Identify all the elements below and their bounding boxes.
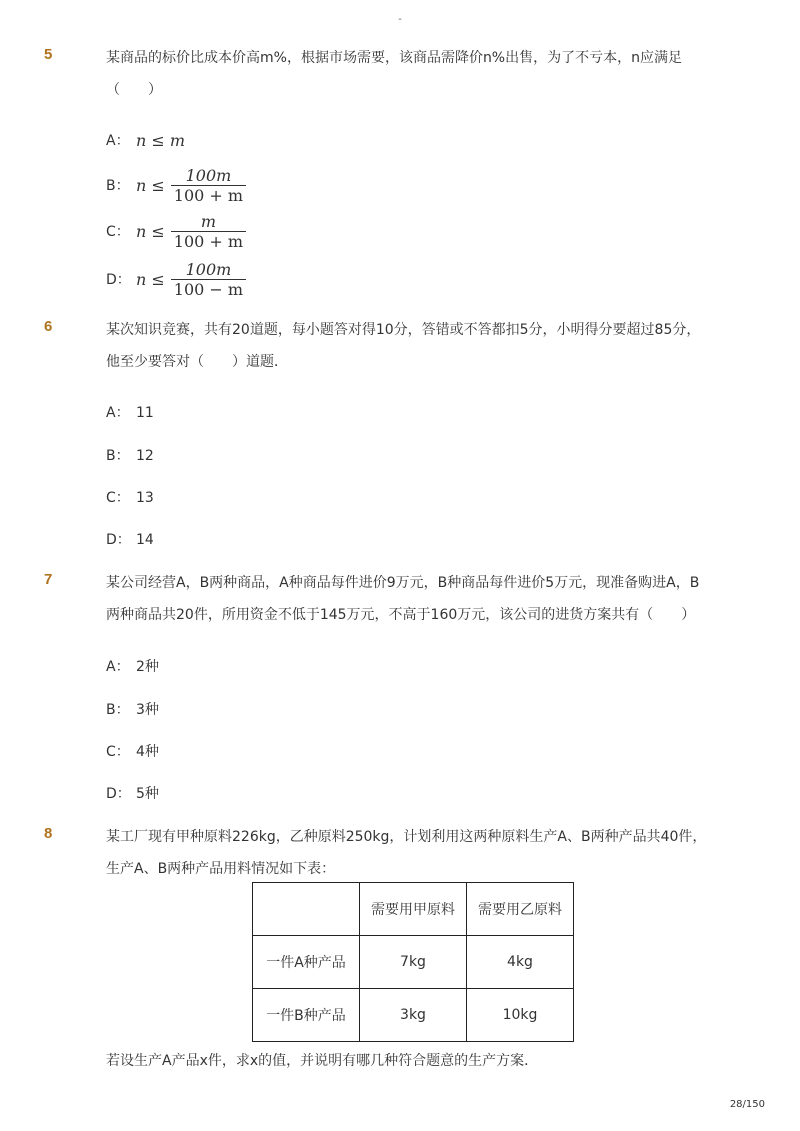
question-number: 6 (44, 318, 53, 335)
option-label: A： (106, 405, 130, 421)
option-d (106, 259, 246, 299)
option-text: 3种 (136, 702, 159, 718)
page-top-mark: - (398, 14, 402, 25)
page-number: 28/150 (729, 1099, 765, 1110)
option-formula-lhs: n ≤ (136, 175, 165, 195)
question-number: 7 (44, 571, 53, 588)
question-text-line: 某公司经营A，B两种商品，A种商品每件进价9万元，B种商品每件进价5万元，现准备购进A，B (106, 575, 700, 591)
question-text-line: 两种商品共20件，所用资金不低于145万元，不高于160万元，该公司的进货方案共有（ ） (106, 607, 696, 623)
option-text: 14 (136, 532, 154, 548)
materials-table (252, 882, 574, 1042)
option-label: A： (106, 659, 130, 675)
option-label: D： (106, 532, 131, 548)
option-fraction (171, 212, 246, 251)
table-cell: 一件A种产品 (253, 936, 360, 989)
table-cell: 7kg (360, 936, 467, 989)
question-text-line: 某次知识竞赛，共有20道题，每小题答对得10分，答错或不答都扣5分，小明得分要超过85分， (106, 322, 701, 338)
fraction-numerator: 100m (185, 259, 232, 279)
table-cell: 10kg (467, 989, 574, 1042)
fraction-numerator: m (200, 211, 217, 231)
fraction-denominator: 100 + m (171, 231, 246, 251)
option-d (106, 783, 159, 803)
option-text: 5种 (136, 786, 159, 802)
option-text: 12 (136, 448, 154, 464)
option-text: 13 (136, 490, 154, 506)
option-formula: n ≤ m (136, 130, 186, 150)
question-number: 5 (44, 46, 53, 63)
option-label: B： (106, 448, 130, 464)
option-label: C： (106, 224, 130, 240)
option-text: 4种 (136, 744, 159, 760)
option-label: C： (106, 744, 130, 760)
option-label: D： (106, 786, 131, 802)
table-row (253, 989, 574, 1042)
table-header-cell: 需要用甲原料 (360, 883, 467, 936)
option-label: A： (106, 133, 130, 149)
option-label: D： (106, 272, 131, 288)
option-fraction (171, 260, 246, 299)
option-b (106, 699, 159, 719)
fraction-denominator: 100 − m (171, 279, 246, 299)
option-label: C： (106, 490, 130, 506)
option-c (106, 741, 159, 761)
question-followup: 若设生产A产品x件，求x的值，并说明有哪几种符合题意的生产方案． (106, 1053, 539, 1069)
table-header-cell (253, 883, 360, 936)
option-fraction (171, 166, 246, 205)
option-text: 11 (136, 405, 154, 421)
option-c (106, 487, 154, 507)
option-formula-lhs: n ≤ (136, 221, 165, 241)
table-header-row (253, 883, 574, 936)
table-cell: 4kg (467, 936, 574, 989)
fraction-numerator: 100m (185, 165, 232, 185)
option-a (106, 130, 185, 150)
table-cell: 3kg (360, 989, 467, 1042)
question-text-line: 某商品的标价比成本价高m%，根据市场需要，该商品需降价n%出售，为了不亏本，n应满足 (106, 50, 682, 66)
option-label: B： (106, 178, 130, 194)
fraction-denominator: 100 + m (171, 185, 246, 205)
option-c (106, 211, 246, 251)
option-text: 2种 (136, 659, 159, 675)
option-formula-lhs: n ≤ (136, 269, 165, 289)
question-text-line: 生产A、B两种产品用料情况如下表： (106, 861, 336, 877)
option-label: B： (106, 702, 130, 718)
question-text-line: 某工厂现有甲种原料226kg，乙种原料250kg，计划利用这两种原料生产A、B两种产品共40件， (106, 829, 707, 845)
table-header-cell: 需要用乙原料 (467, 883, 574, 936)
option-b (106, 445, 154, 465)
option-a (106, 656, 159, 676)
table-row (253, 936, 574, 989)
option-d (106, 529, 154, 549)
question-text-line: 他至少要答对（ ）道题． (106, 354, 288, 370)
option-b (106, 165, 246, 205)
question-text-line: （ ） (106, 82, 162, 98)
question-number: 8 (44, 825, 53, 842)
option-a (106, 402, 154, 422)
table-cell: 一件B种产品 (253, 989, 360, 1042)
